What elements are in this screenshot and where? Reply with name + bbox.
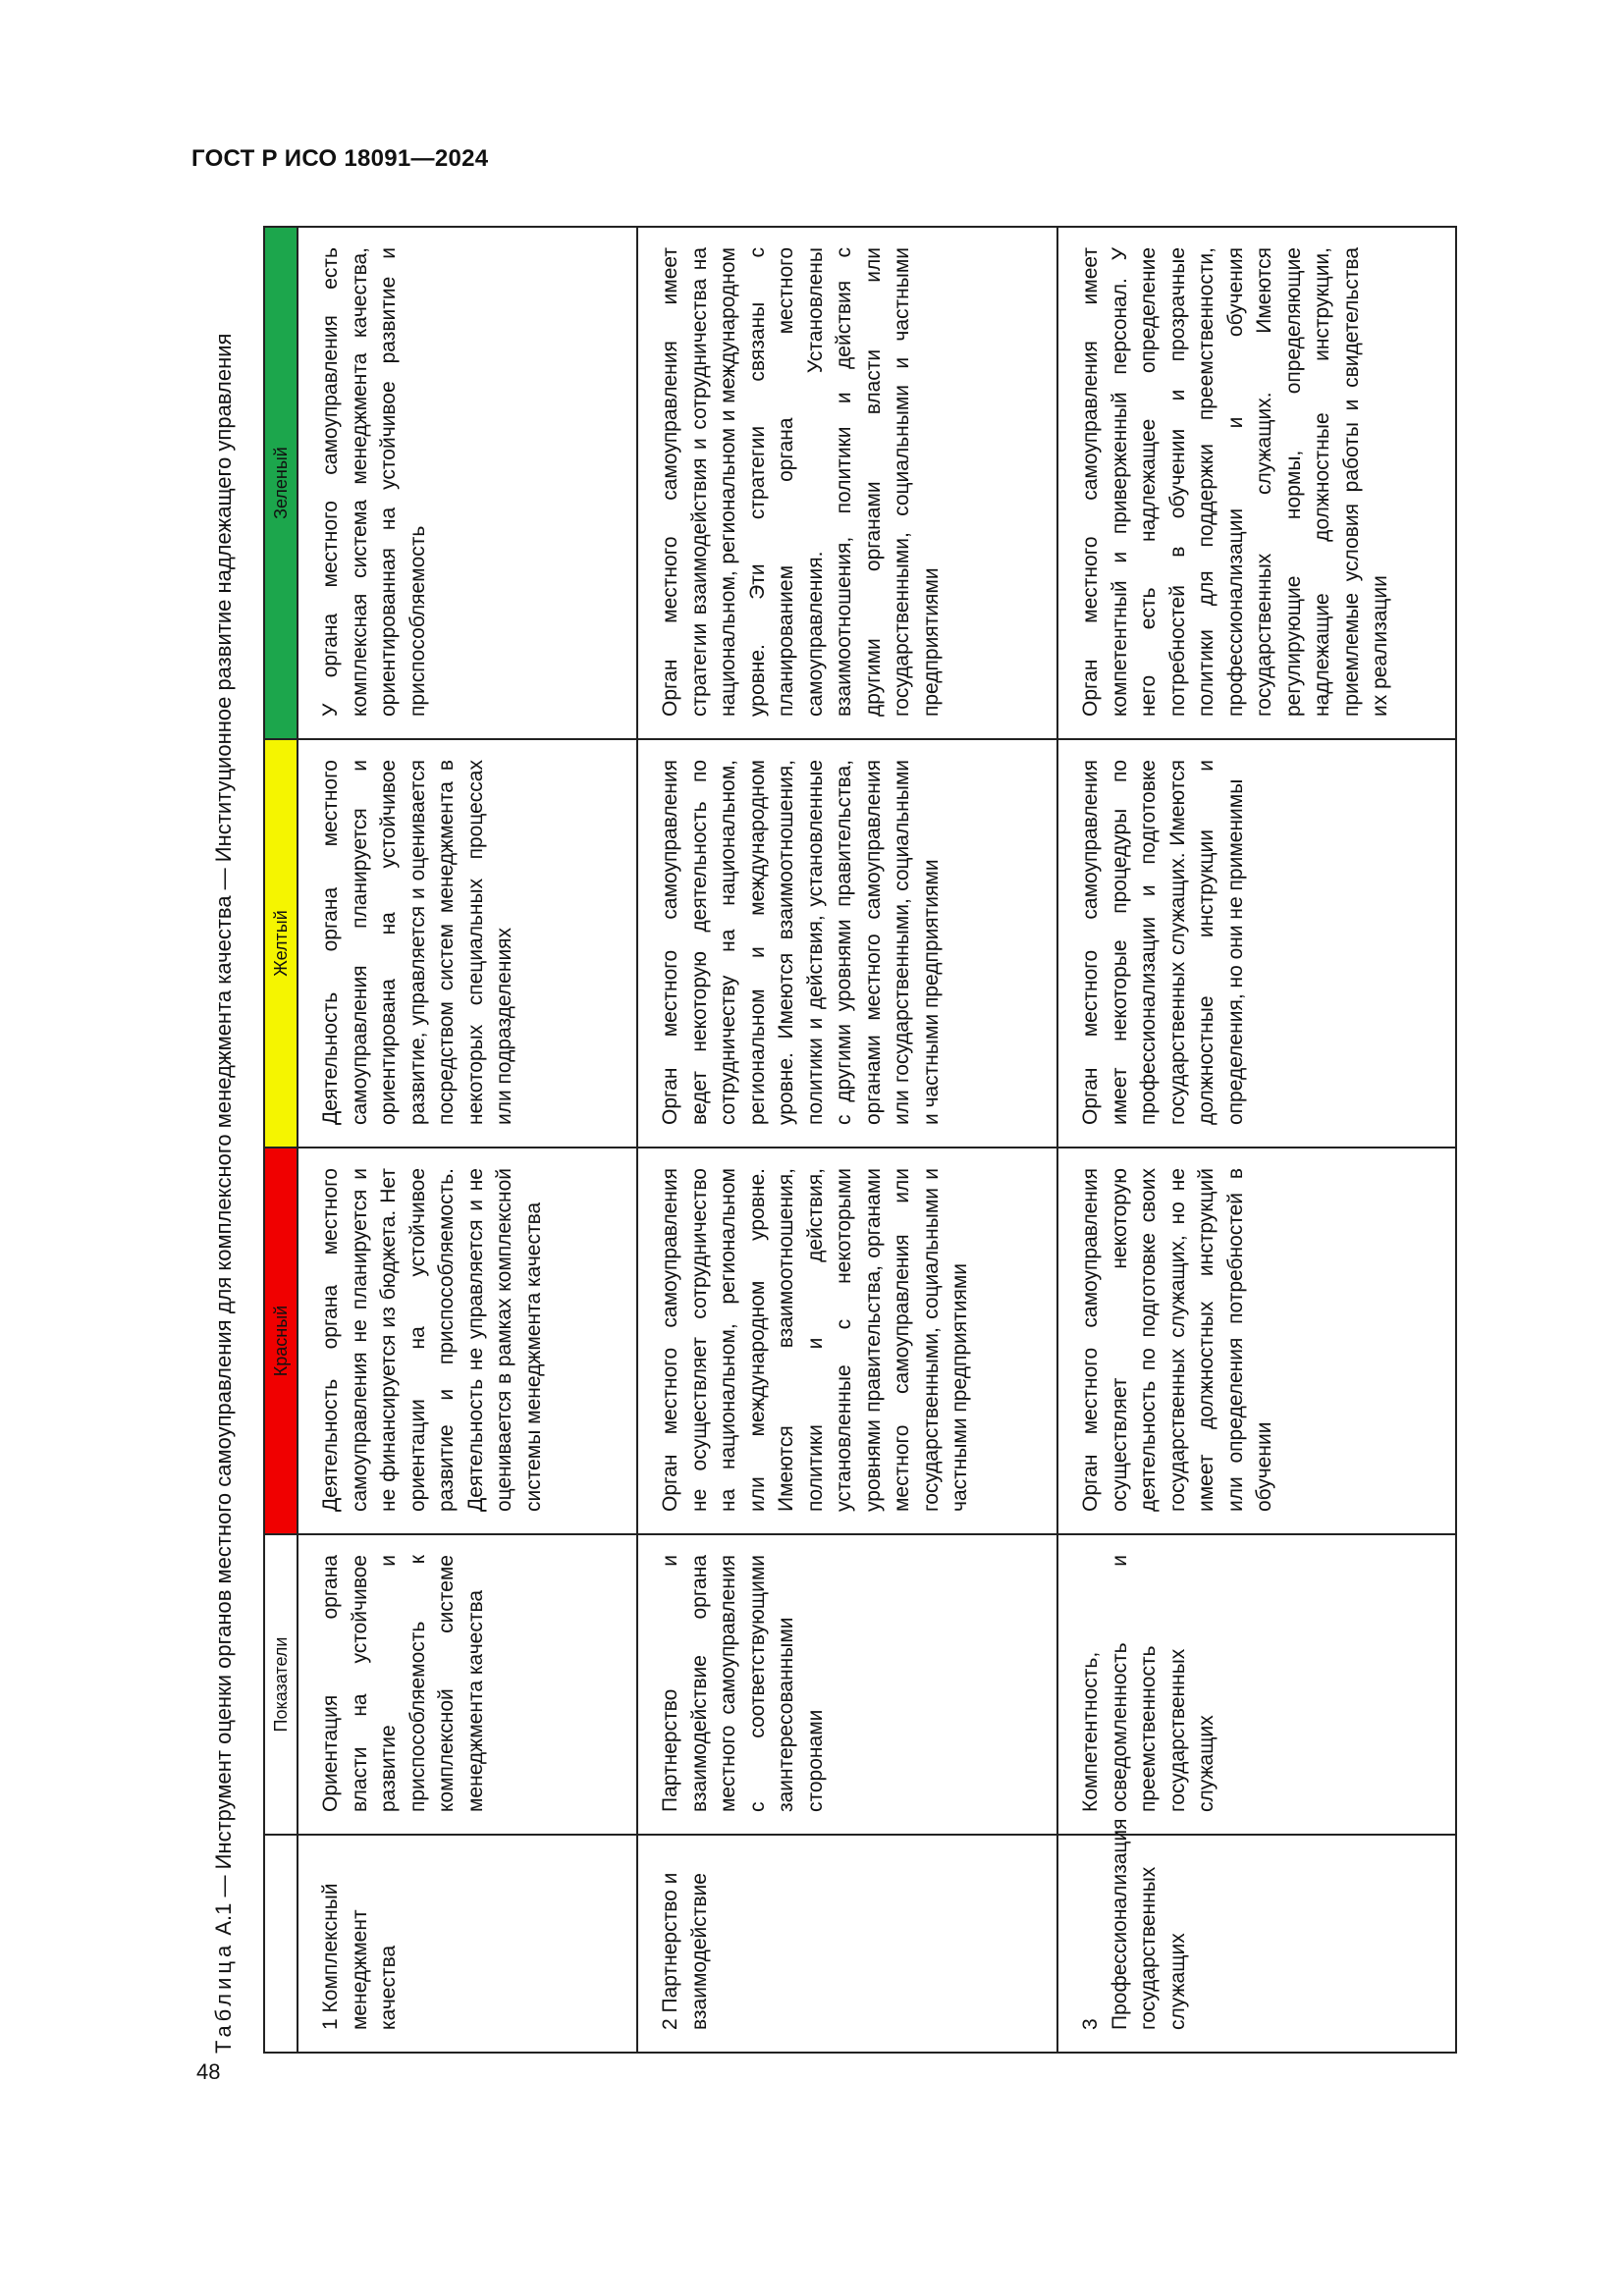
row-label: 1 Комплексный менеджмент качества xyxy=(298,1835,637,2053)
row-yellow-cell: Орган местного самоуправления ведет некоторую деятельность по сотрудничеству на национальном, региональном и международном уровне. Имеются взаимоотношения, политики и действия, установленные с другими уровнями правительства, органами местного самоуправления или государственными, социальными и частными предприятиями xyxy=(637,739,1057,1148)
row-label: 2 Партнерство и взаимодействие xyxy=(637,1835,1057,2053)
header-empty-cell xyxy=(264,1835,298,2053)
page-number: 48 xyxy=(196,2059,221,2084)
document-code: ГОСТ Р ИСО 18091—2024 xyxy=(191,145,489,172)
table-caption-text: А.1 — Инструмент оценки органов местного самоуправления для комплексного менеджмента качества — Институционное развитие надлежащего управления xyxy=(211,333,236,1942)
header-red: Красный xyxy=(264,1148,298,1534)
table-caption xyxy=(210,228,237,2054)
row-green-cell: Орган местного самоуправления имеет стратегии взаимодействия и сотрудничества на национальном, региональном и международном уровне. Эти стратегии связаны с планированием органа местного самоуправления. Установлены взаимоотношения, политики и действия с другими органами власти или государственными, социальными и частными предприятиями xyxy=(637,227,1057,739)
table-row xyxy=(1057,227,1456,2053)
row-yellow-cell: Орган местного самоуправления имеет некоторые процедуры по профессионализации и подготовке государственных служащих. Имеются должностные инструкции и определения, но они не применимы xyxy=(1057,739,1456,1148)
rotated-page-content xyxy=(196,228,1473,2054)
assessment-table xyxy=(263,226,1457,2054)
header-yellow: Желтый xyxy=(264,739,298,1148)
row-red-cell: Орган местного самоуправления не осуществляет сотрудничество на национальном, региональном или международном уровне. Имеются взаимоотношения, политики и действия, установленные с некоторыми уровнями правительства, органами местного самоуправления или государственными, социальными и частными предприятиями xyxy=(637,1148,1057,1534)
row-yellow-cell: Деятельность органа местного самоуправления планируется и ориентирована на устойчивое развитие, управляется и оценивается посредством систем менеджмента в некоторых специальных процессах или подразделениях xyxy=(298,739,637,1148)
table-header-row xyxy=(264,227,298,2053)
row-red-cell: Орган местного самоуправления осуществляет некоторую деятельность по подготовке своих государственных служащих, но не имеет должностных инструкций или определения потребностей в обучении xyxy=(1057,1148,1456,1534)
row-green-cell: У органа местного самоуправления есть комплексная система менеджмента качества, ориентированная на устойчивое развитие и приспособляемость xyxy=(298,227,637,739)
header-green: Зеленый xyxy=(264,227,298,739)
row-label: 3 Профессионализация государственных служащих xyxy=(1057,1835,1456,2053)
row-indicator: Партнерство и взаимодействие органа местного самоуправления с соответствующими заинтересованными сторонами xyxy=(637,1534,1057,1835)
table-row xyxy=(637,227,1057,2053)
header-indicators: Показатели xyxy=(264,1534,298,1835)
table-row xyxy=(298,227,637,2053)
row-indicator: Ориентация органа власти на устойчивое развитие и приспособляемость к комплексной системе менеджмента качества xyxy=(298,1534,637,1835)
row-red-cell: Деятельность органа местного самоуправления не планируется и не финансируется из бюджета. Нет ориентации на устойчивое развитие и приспособляемость. Деятельность не управляется и не оценивается в рамках комплексной системы менеджмента качества xyxy=(298,1148,637,1534)
row-indicator: Компетентность, осведомленность и преемственность государственных служащих xyxy=(1057,1534,1456,1835)
row-green-cell: Орган местного самоуправления имеет компетентный и приверженный персонал. У него есть надлежащее определение потребностей в обучении и прозрачные политики для поддержки преемственности, профессионализации и обучения государственных служащих. Имеются регулирующие нормы, определяющие надлежащие должностные инструкции, приемлемые условия работы и свидетельства их реализации xyxy=(1057,227,1456,739)
table-caption-label: Таблица xyxy=(211,1941,236,2054)
